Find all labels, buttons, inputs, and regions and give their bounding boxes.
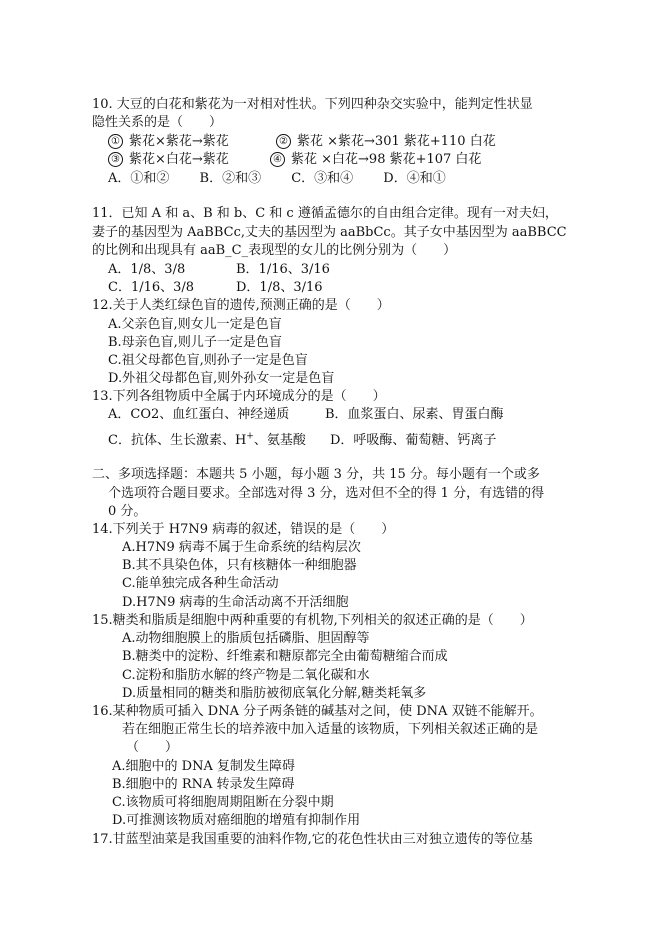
section2-line3: 0 分。 bbox=[108, 504, 147, 519]
q16-stem-line1: 16.某种物质可插入 DNA 分子两条链的碱基对之间，使 DNA 双链不能解开。 bbox=[92, 704, 543, 719]
q12-stem: 12.关于人类红绿色盲的遗传,预测正确的是（ ） bbox=[92, 298, 390, 313]
q16-option-c: C.该物质可将细胞周期阻断在分裂中期 bbox=[112, 795, 334, 810]
section2-line1: 二、多项选择题：本题共 5 小题，每小题 3 分，共 15 分。每小题有一个或多 bbox=[92, 467, 540, 482]
q15-option-d: D.质量相同的糖类和脂肪被彻底氧化分解,糖类耗氧多 bbox=[122, 686, 427, 701]
q17-stem: 17.甘蓝型油菜是我国重要的油料作物,它的花色性状由三对独立遗传的等位基 bbox=[92, 832, 533, 847]
circled-number-3: ③ bbox=[108, 152, 123, 167]
q10-stem-line1: 10. 大豆的白花和紫花为一对相对性状。下列四种杂交实验中，能判定性状显 bbox=[92, 97, 533, 112]
q11-stem-line2: 妻子的基因型为 AaBBCc,丈夫的基因型为 aaBbCc。其子女中基因型为 aaBBCC bbox=[92, 225, 567, 240]
q12-option-a: A.父亲色盲,则女儿一定是色盲 bbox=[108, 317, 282, 332]
q13-stem: 13.下列各组物质中全属于内环境成分的是（ ） bbox=[92, 389, 386, 404]
q10-cross-2: ② 紫花 ×紫花→301 紫花+110 白花 bbox=[276, 133, 496, 151]
q16-option-d: D.可推测该物质对癌细胞的增殖有抑制作用 bbox=[112, 813, 361, 828]
circled-number-4: ④ bbox=[270, 152, 285, 167]
q10-options: A．①和② B．②和③ C．③和④ D．④和① bbox=[108, 171, 446, 186]
q16-stem-line2: 若在细胞正常生长的培养液中加入适量的该物质，下列相关叙述正确的是 bbox=[122, 722, 539, 737]
q14-option-b: B.其不具染色体，只有核糖体一种细胞器 bbox=[122, 558, 357, 573]
q11-option-a: A．1/8、3/8 bbox=[108, 262, 186, 277]
q15-stem: 15.糖类和脂质是细胞中两种重要的有机物,下列相关的叙述正确的是（ ） bbox=[92, 613, 533, 628]
q16-option-a: A.细胞中的 DNA 复制发生障碍 bbox=[112, 759, 295, 774]
q10-cross-1: ① 紫花×紫花→紫花 bbox=[108, 133, 229, 151]
q14-option-d: D.H7N9 病毒的生命活动离不开活细胞 bbox=[122, 595, 349, 610]
q16-option-b: B.细胞中的 RNA 转录发生障碍 bbox=[112, 777, 295, 792]
q12-option-b: B.母亲色盲,则儿子一定是色盲 bbox=[108, 335, 282, 350]
circled-number-2: ② bbox=[276, 134, 291, 149]
q14-stem: 14.下列关于 H7N9 病毒的叙述，错误的是（ ） bbox=[92, 522, 395, 537]
q14-option-c: C.能单独完成各种生命活动 bbox=[122, 576, 279, 591]
q12-option-d: D.外祖父母都色盲,则外孙女一定是色盲 bbox=[108, 371, 335, 386]
q13-option-a: A．CO2、血红蛋白、神经递质 bbox=[108, 407, 290, 422]
section2-line2: 个选项符合题目要求。全部选对得 3 分，选对但不全的得 1 分，有选错的得 bbox=[108, 486, 545, 501]
q11-option-d: D．1/8、3/16 bbox=[236, 280, 323, 295]
q13-option-b: B．血浆蛋白、尿素、胃蛋白酶 bbox=[325, 407, 504, 422]
q11-option-c: C．1/16、3/8 bbox=[108, 280, 195, 295]
q12-option-c: C.祖父母都色盲,则孙子一定是色盲 bbox=[108, 353, 308, 368]
q11-stem-line3: 的比例和出现具有 aaB_C_表现型的女儿的比例分别为（ ） bbox=[92, 243, 457, 258]
q15-option-a: A.动物细胞膜上的脂质包括磷脂、胆固醇等 bbox=[122, 631, 370, 646]
q10-cross-4: ④ 紫花 ×白花→98 紫花+107 白花 bbox=[270, 151, 481, 169]
circled-number-1: ① bbox=[108, 134, 123, 149]
q15-option-b: B.糖类中的淀粉、纤维素和糖原都完全由葡萄糖缩合而成 bbox=[122, 649, 448, 664]
q13-option-d: D．呼吸酶、葡萄糖、钙离子 bbox=[330, 433, 497, 448]
q14-option-a: A.H7N9 病毒不属于生命系统的结构层次 bbox=[122, 540, 361, 555]
q10-stem-line2: 隐性关系的是（ ） bbox=[92, 115, 223, 130]
q15-option-c: C.淀粉和脂肪水解的终产物是二氧化碳和水 bbox=[122, 668, 370, 683]
q13-option-c: C．抗体、生长激素、H+、氨基酸 bbox=[108, 431, 306, 448]
q10-cross-3: ③ 紫花×白花→紫花 bbox=[108, 151, 229, 169]
q16-stem-line3: （ ） bbox=[126, 740, 179, 755]
q11-stem-line1: 11．已知 A 和 a、B 和 b、C 和 c 遵循孟德尔的自由组合定律。现有一对夫妇， bbox=[92, 206, 558, 221]
q11-option-b: B．1/16、3/16 bbox=[236, 262, 330, 277]
